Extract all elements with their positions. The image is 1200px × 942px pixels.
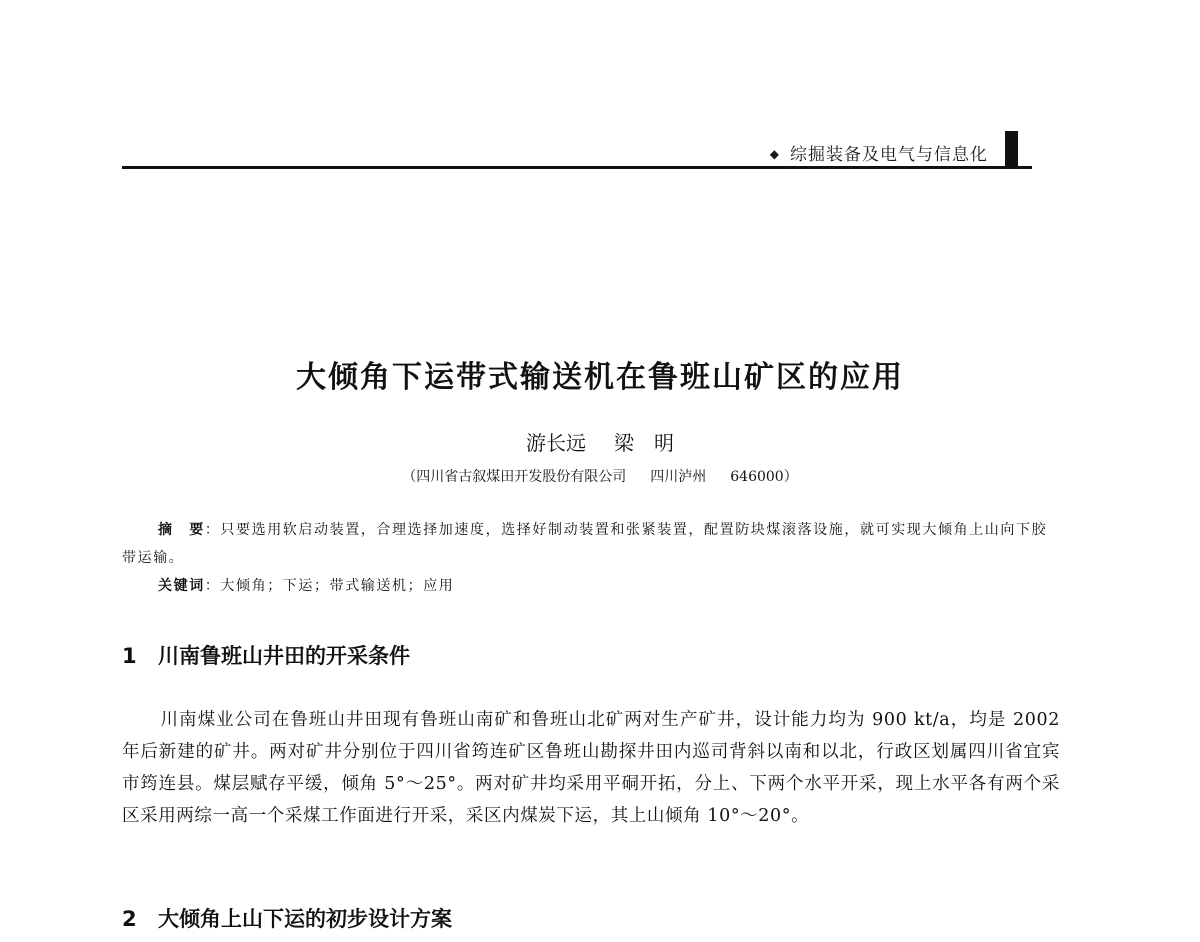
section-number: 2 [122, 907, 137, 931]
section-title: 川南鲁班山井田的开采条件 [158, 644, 410, 668]
affiliation-location: 四川泸州 [650, 469, 707, 485]
running-header-section: 综掘装备及电气与信息化 [790, 145, 988, 165]
author-line [0, 427, 1200, 456]
header-bar-mark [1005, 131, 1018, 168]
article-title: 大倾角下运带式输送机在鲁班山矿区的应用 [296, 360, 904, 395]
keywords-label: 关键词 [158, 578, 205, 594]
keywords-text: ：大倾角；下运；带式输送机；应用 [204, 578, 455, 594]
affiliation-paren-open: （ [402, 469, 417, 485]
section-title: 大倾角上山下运的初步设计方案 [158, 907, 452, 931]
abstract-label: 摘 要 [158, 522, 205, 538]
affiliation-paren-close: ） [783, 469, 798, 485]
affiliation-organization: 四川省古叙煤田开发股份有限公司 [416, 469, 627, 485]
body-paragraph [122, 704, 1060, 832]
affiliation-postcode: 646000 [730, 469, 784, 485]
author-name: 梁 明 [614, 431, 674, 455]
author-name: 游长远 [526, 431, 586, 455]
diamond-icon: ◆ [769, 147, 780, 161]
abstract [122, 516, 1060, 572]
keywords [158, 575, 454, 595]
header-rule [122, 166, 1032, 169]
paragraph-text: 川南煤业公司在鲁班山井田现有鲁班山南矿和鲁班山北矿两对生产矿井，设计能力均为 900 kt/a，均是 2002 年后新建的矿井。两对矿井分别位于四川省筠连矿区鲁班山勘探井田内巡司背斜以南和以北，行政区划属四川省宜宾市筠连县。煤层赋存平缓，倾角 5°～25°。两对矿井均采用平硐开拓，分上、下两个水平开采，现上水平各有两个采区采用两综一高一个采煤工作面进行开采，采区内煤炭下运，其上山倾角 10°～20°。 [122, 710, 1060, 826]
affiliation-line [0, 466, 1200, 486]
section-heading-1 [122, 640, 410, 670]
running-header-text [770, 140, 988, 165]
section-number: 1 [122, 644, 137, 668]
abstract-text: ：只要选用软启动装置，合理选择加速度，选择好制动装置和张紧装置，配置防块煤滚落设施，就可实现大倾角上山向下胶带运输。 [122, 522, 1048, 566]
section-heading-2 [122, 903, 452, 933]
